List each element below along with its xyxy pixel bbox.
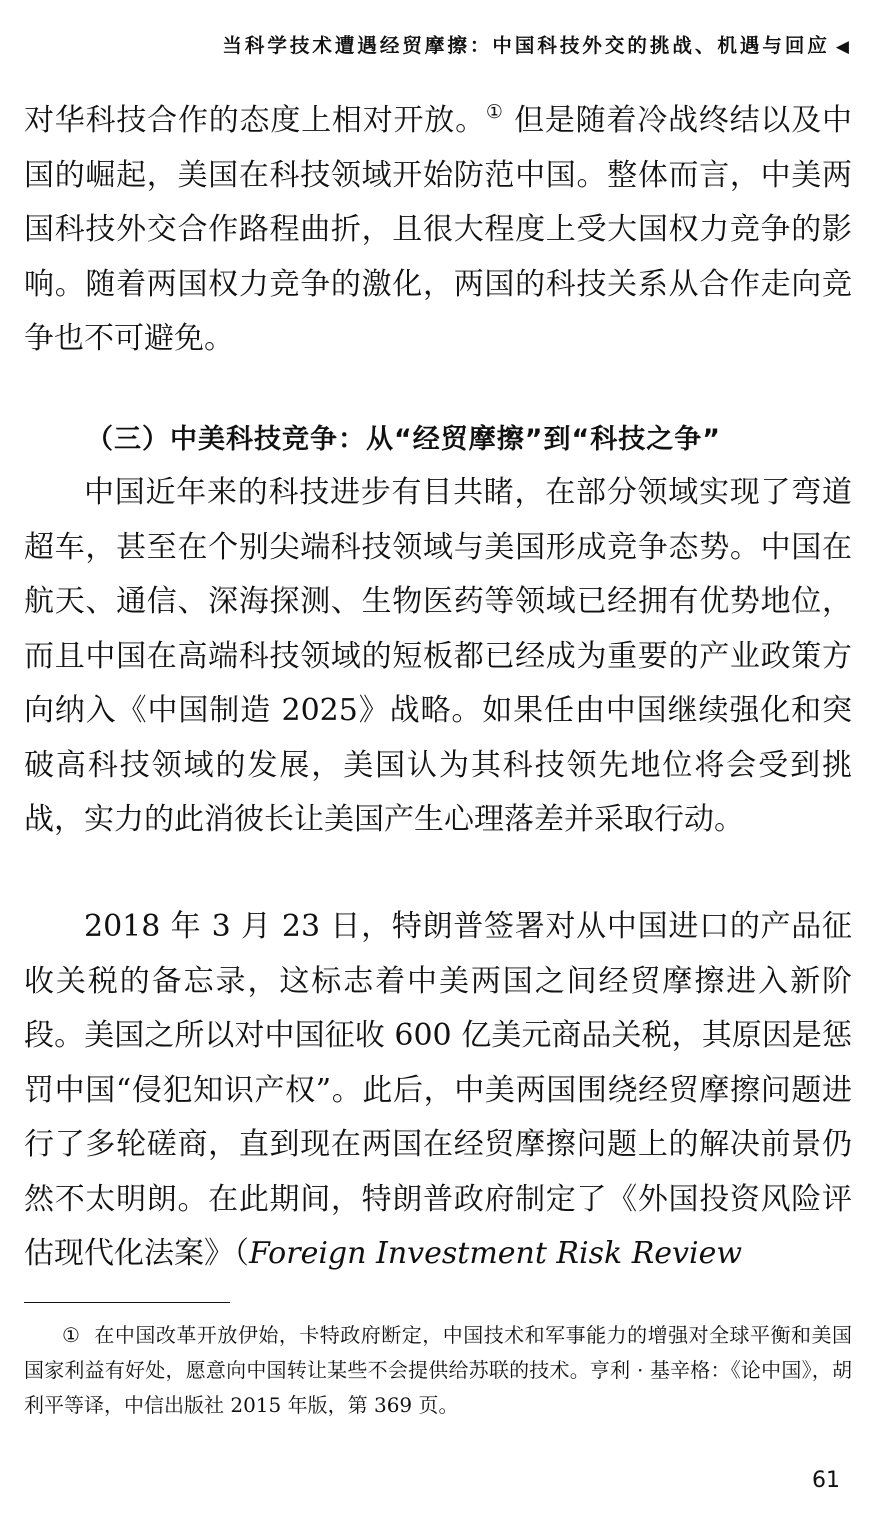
running-title: 当科学技术遭遇经贸摩擦：中国科技外交的挑战、机遇与回应 [222, 34, 830, 57]
left-triangle-icon: ◀ [835, 37, 852, 57]
page-number: 61 [812, 1468, 840, 1493]
paragraph-1-text-continued: 但是随着冷战终结以及中国的崛起，美国在科技领域开始防范中国。整体而言，中美两国科技外交合作路程曲折，且很大程度上受大国权力竞争的影响。随着两国权力竞争的激化，两国的科技关系从合作走向竞争也不可避免。 [24, 103, 852, 356]
footnote [24, 1318, 852, 1423]
section-heading: （三）中美科技竞争：从“经贸摩擦”到“科技之争” [86, 424, 721, 455]
paragraph-3-text: 2018 年 3 月 23 日，特朗普签署对从中国进口的产品征收关税的备忘录，这标志着中美两国之间经贸摩擦进入新阶段。美国之所以对中国征收 600 亿美元商品关税，其原因是惩罚中国“侵犯知识产权”。此后，中美两国围绕经贸摩擦问题进行了多轮磋商，直到现在两国在经贸摩擦问题上的解决前景仍然不太明朗。在此期间，特朗普政府制定了《外国投资风险评估现代化法案》（ [24, 909, 852, 1271]
paragraph-3-english-title: Foreign Investment Risk Review [249, 1236, 743, 1271]
paragraph-2: 中国近年来的科技进步有目共睹，在部分领域实现了弯道超车，甚至在个别尖端科技领域与美国形成竞争态势。中国在航天、通信、深海探测、生物医药等领域已经拥有优势地位，而且中国在高端科技领域的短板都已经成为重要的产业政策方向纳入《中国制造 2025》战略。如果任由中国继续强化和突破高科技领域的发展，美国认为其科技领先地位将会受到挑战，实力的此消彼长让美国产生心理落差并采取行动。 [24, 475, 852, 837]
footnote-mark: ① [62, 1323, 81, 1347]
paragraph-1 [24, 94, 852, 367]
running-header [222, 30, 852, 58]
paragraph-1-text: 对华科技合作的态度上相对开放。 [24, 103, 486, 138]
paragraph-3 [24, 900, 852, 1282]
footnote-text: 在中国改革开放伊始，卡特政府断定，中国技术和军事能力的增强对全球平衡和美国国家利益有好处，愿意向中国转让某些不会提供给苏联的技术。亨利 · 基辛格：《论中国》，胡利平等译，中信出版社 2015 年版，第 369 页。 [24, 1323, 852, 1417]
footnote-divider [24, 1302, 230, 1303]
footnote-reference[interactable]: ① [485, 101, 504, 123]
